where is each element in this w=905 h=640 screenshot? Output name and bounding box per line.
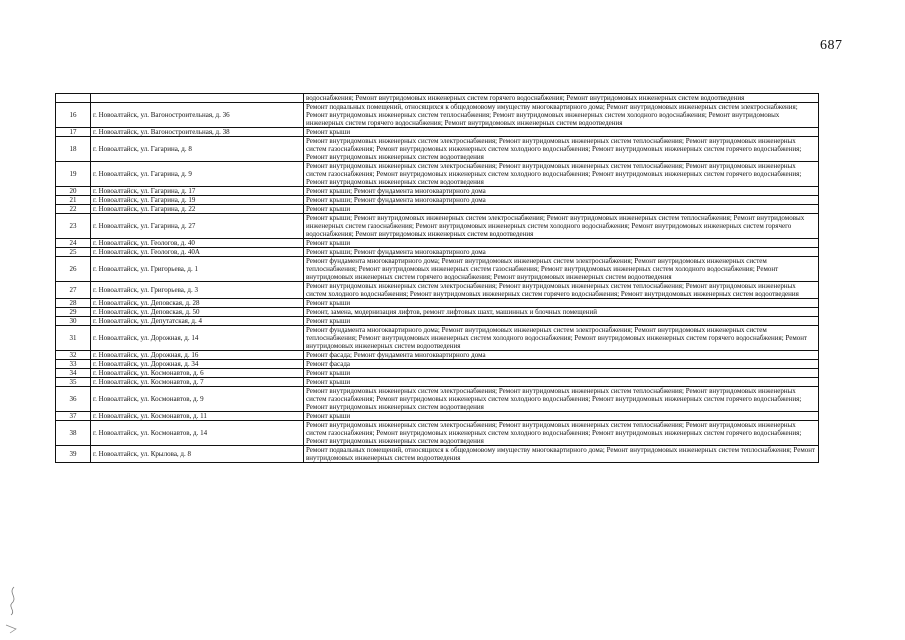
table-row <box>56 248 819 257</box>
address-cell: г. Новоалтайск, ул. Геологов, д. 40А <box>91 248 304 257</box>
works-cell: Ремонт крыши; Ремонт внутридомовых инженерных систем электроснабжения; Ремонт внутридомовых инженерных систем теплоснабжения; Ремонт внутридомовых инженерных систем газоснабжения; Ремонт внутридомовых инженерных систем холодного водоснабжения; Ремонт внутридомовых инженерных систем горячего водоснабжения; Ремонт внутридомовых инженерных систем водоотведения <box>304 214 819 239</box>
works-cell: Ремонт внутридомовых инженерных систем электроснабжения; Ремонт внутридомовых инженерных систем теплоснабжения; Ремонт внутридомовых инженерных систем холодного водоснабжения; Ремонт внутридомовых инженерных систем горячего водоснабжения; Ремонт внутридомовых инженерных систем водоотведения <box>304 282 819 299</box>
row-number-cell: 33 <box>56 360 91 369</box>
table-row <box>56 360 819 369</box>
works-cell: Ремонт крыши <box>304 128 819 137</box>
row-number-cell: 16 <box>56 103 91 128</box>
row-number-cell: 26 <box>56 257 91 282</box>
table-row <box>56 128 819 137</box>
table-row <box>56 103 819 128</box>
address-cell: г. Новоалтайск, ул. Гагарина, д. 19 <box>91 196 304 205</box>
page-number: 687 <box>820 38 843 53</box>
table-row <box>56 308 819 317</box>
row-number-cell: 24 <box>56 239 91 248</box>
address-cell: г. Новоалтайск, ул. Дорожная, д. 34 <box>91 360 304 369</box>
address-cell: г. Новоалтайск, ул. Гагарина, д. 8 <box>91 137 304 162</box>
address-cell: г. Новоалтайск, ул. Деповская, д. 28 <box>91 299 304 308</box>
table-row <box>56 446 819 463</box>
table-row <box>56 282 819 299</box>
works-cell: Ремонт подвальных помещений, относящихся к общедомовому имуществу многоквартирного дома; Ремонт внутридомовых инженерных систем электроснабжения; Ремонт внутридомовых инженерных систем теплоснабжения; Ремонт внутридомовых инженерных систем холодного водоснабжения; Ремонт внутридомовых инженерных систем горячего водоснабжения; Ремонт внутридомовых инженерных систем водоотведения <box>304 103 819 128</box>
row-number-cell: 31 <box>56 326 91 351</box>
works-cell: Ремонт крыши; Ремонт фундамента многоквартирного дома <box>304 248 819 257</box>
table-row <box>56 196 819 205</box>
row-number-cell: 30 <box>56 317 91 326</box>
row-number-cell: 27 <box>56 282 91 299</box>
table-row <box>56 412 819 421</box>
address-cell: г. Новоалтайск, ул. Гагарина, д. 9 <box>91 162 304 187</box>
works-cell: Ремонт внутридомовых инженерных систем электроснабжения; Ремонт внутридомовых инженерных систем теплоснабжения; Ремонт внутридомовых инженерных систем газоснабжения; Ремонт внутридомовых инженерных систем холодного водоснабжения; Ремонт внутридомовых инженерных систем горячего водоснабжения; Ремонт внутридомовых инженерных систем водоотведения <box>304 421 819 446</box>
address-cell: г. Новоалтайск, ул. Крылова, д. 8 <box>91 446 304 463</box>
address-cell: г. Новоалтайск, ул. Космонавтов, д. 7 <box>91 378 304 387</box>
address-cell: г. Новоалтайск, ул. Геологов, д. 40 <box>91 239 304 248</box>
table-row <box>56 369 819 378</box>
row-number-cell: 19 <box>56 162 91 187</box>
works-cell: Ремонт крыши <box>304 412 819 421</box>
row-number-cell: 25 <box>56 248 91 257</box>
works-cell: Ремонт крыши <box>304 205 819 214</box>
works-cell: Ремонт крыши <box>304 299 819 308</box>
works-cell: Ремонт крыши <box>304 239 819 248</box>
row-number-cell: 38 <box>56 421 91 446</box>
table-row <box>56 317 819 326</box>
row-number-cell: 34 <box>56 369 91 378</box>
address-cell: г. Новоалтайск, ул. Космонавтов, д. 11 <box>91 412 304 421</box>
address-cell: г. Новоалтайск, ул. Космонавтов, д. 6 <box>91 369 304 378</box>
table-row <box>56 326 819 351</box>
address-cell <box>91 94 304 103</box>
works-register-table <box>55 93 819 463</box>
row-number-cell <box>56 94 91 103</box>
row-number-cell: 18 <box>56 137 91 162</box>
row-number-cell: 20 <box>56 187 91 196</box>
works-cell: Ремонт крыши <box>304 317 819 326</box>
row-number-cell: 29 <box>56 308 91 317</box>
address-cell: г. Новоалтайск, ул. Гагарина, д. 17 <box>91 187 304 196</box>
table-row <box>56 387 819 412</box>
row-number-cell: 36 <box>56 387 91 412</box>
table-row <box>56 137 819 162</box>
address-cell: г. Новоалтайск, ул. Григорьева, д. 3 <box>91 282 304 299</box>
table-row <box>56 421 819 446</box>
table-row <box>56 214 819 239</box>
address-cell: г. Новоалтайск, ул. Григорьева, д. 1 <box>91 257 304 282</box>
table-body <box>56 94 819 463</box>
address-cell: г. Новоалтайск, ул. Дорожная, д. 16 <box>91 351 304 360</box>
address-cell: г. Новоалтайск, ул. Депутатская, д. 4 <box>91 317 304 326</box>
works-cell: Ремонт крыши; Ремонт фундамента многоквартирного дома <box>304 187 819 196</box>
address-cell: г. Новоалтайск, ул. Гагарина, д. 22 <box>91 205 304 214</box>
address-cell: г. Новоалтайск, ул. Космонавтов, д. 14 <box>91 421 304 446</box>
table-row <box>56 299 819 308</box>
table-row <box>56 94 819 103</box>
address-cell: г. Новоалтайск, ул. Дорожная, д. 14 <box>91 326 304 351</box>
address-cell: г. Новоалтайск, ул. Вагоностроительная, д. 38 <box>91 128 304 137</box>
row-number-cell: 35 <box>56 378 91 387</box>
works-cell: Ремонт внутридомовых инженерных систем электроснабжения; Ремонт внутридомовых инженерных систем теплоснабжения; Ремонт внутридомовых инженерных систем газоснабжения; Ремонт внутридомовых инженерных систем холодного водоснабжения; Ремонт внутридомовых инженерных систем горячего водоснабжения; Ремонт внутридомовых инженерных систем водоотведения <box>304 162 819 187</box>
address-cell: г. Новоалтайск, ул. Вагоностроительная, д. 36 <box>91 103 304 128</box>
row-number-cell: 37 <box>56 412 91 421</box>
row-number-cell: 32 <box>56 351 91 360</box>
table-row <box>56 205 819 214</box>
address-cell: г. Новоалтайск, ул. Гагарина, д. 27 <box>91 214 304 239</box>
works-cell: Ремонт фундамента многоквартирного дома; Ремонт внутридомовых инженерных систем электроснабжения; Ремонт внутридомовых инженерных систем теплоснабжения; Ремонт внутридомовых инженерных систем газоснабжения; Ремонт внутридомовых инженерных систем холодного водоснабжения; Ремонт внутридомовых инженерных систем горячего водоснабжения; Ремонт внутридомовых инженерных систем водоотведения <box>304 257 819 282</box>
row-number-cell: 23 <box>56 214 91 239</box>
margin-pen-mark <box>2 585 26 635</box>
works-cell: Ремонт, замена, модернизация лифтов, ремонт лифтовых шахт, машинных и блочных помещений <box>304 308 819 317</box>
table-row <box>56 239 819 248</box>
address-cell: г. Новоалтайск, ул. Деповская, д. 50 <box>91 308 304 317</box>
works-cell: Ремонт крыши <box>304 369 819 378</box>
works-cell: Ремонт фундамента многоквартирного дома; Ремонт внутридомовых инженерных систем электроснабжения; Ремонт внутридомовых инженерных систем теплоснабжения; Ремонт внутридомовых инженерных систем холодного водоснабжения; Ремонт внутридомовых инженерных систем горячего водоснабжения; Ремонт внутридомовых инженерных систем водоотведения <box>304 326 819 351</box>
works-cell: Ремонт внутридомовых инженерных систем электроснабжения; Ремонт внутридомовых инженерных систем теплоснабжения; Ремонт внутридомовых инженерных систем газоснабжения; Ремонт внутридомовых инженерных систем холодного водоснабжения; Ремонт внутридомовых инженерных систем горячего водоснабжения; Ремонт внутридомовых инженерных систем водоотведения <box>304 387 819 412</box>
row-number-cell: 17 <box>56 128 91 137</box>
row-number-cell: 21 <box>56 196 91 205</box>
works-cell: водоснабжения; Ремонт внутридомовых инженерных систем горячего водоснабжения; Ремонт внутридомовых инженерных систем водоотведения <box>304 94 819 103</box>
works-cell: Ремонт крыши; Ремонт фундамента многоквартирного дома <box>304 196 819 205</box>
table-row <box>56 257 819 282</box>
row-number-cell: 22 <box>56 205 91 214</box>
table-row <box>56 162 819 187</box>
table-row <box>56 351 819 360</box>
works-cell: Ремонт крыши <box>304 378 819 387</box>
row-number-cell: 28 <box>56 299 91 308</box>
table-row <box>56 187 819 196</box>
works-cell: Ремонт фасада; Ремонт фундамента многоквартирного дома <box>304 351 819 360</box>
works-cell: Ремонт фасада <box>304 360 819 369</box>
row-number-cell: 39 <box>56 446 91 463</box>
works-cell: Ремонт внутридомовых инженерных систем электроснабжения; Ремонт внутридомовых инженерных систем теплоснабжения; Ремонт внутридомовых инженерных систем газоснабжения; Ремонт внутридомовых инженерных систем холодного водоснабжения; Ремонт внутридомовых инженерных систем горячего водоснабжения; Ремонт внутридомовых инженерных систем водоотведения <box>304 137 819 162</box>
address-cell: г. Новоалтайск, ул. Космонавтов, д. 9 <box>91 387 304 412</box>
table-row <box>56 378 819 387</box>
works-cell: Ремонт подвальных помещений, относящихся к общедомовому имуществу многоквартирного дома; Ремонт внутридомовых инженерных систем теплоснабжения; Ремонт внутридомовых инженерных систем водоотведения <box>304 446 819 463</box>
